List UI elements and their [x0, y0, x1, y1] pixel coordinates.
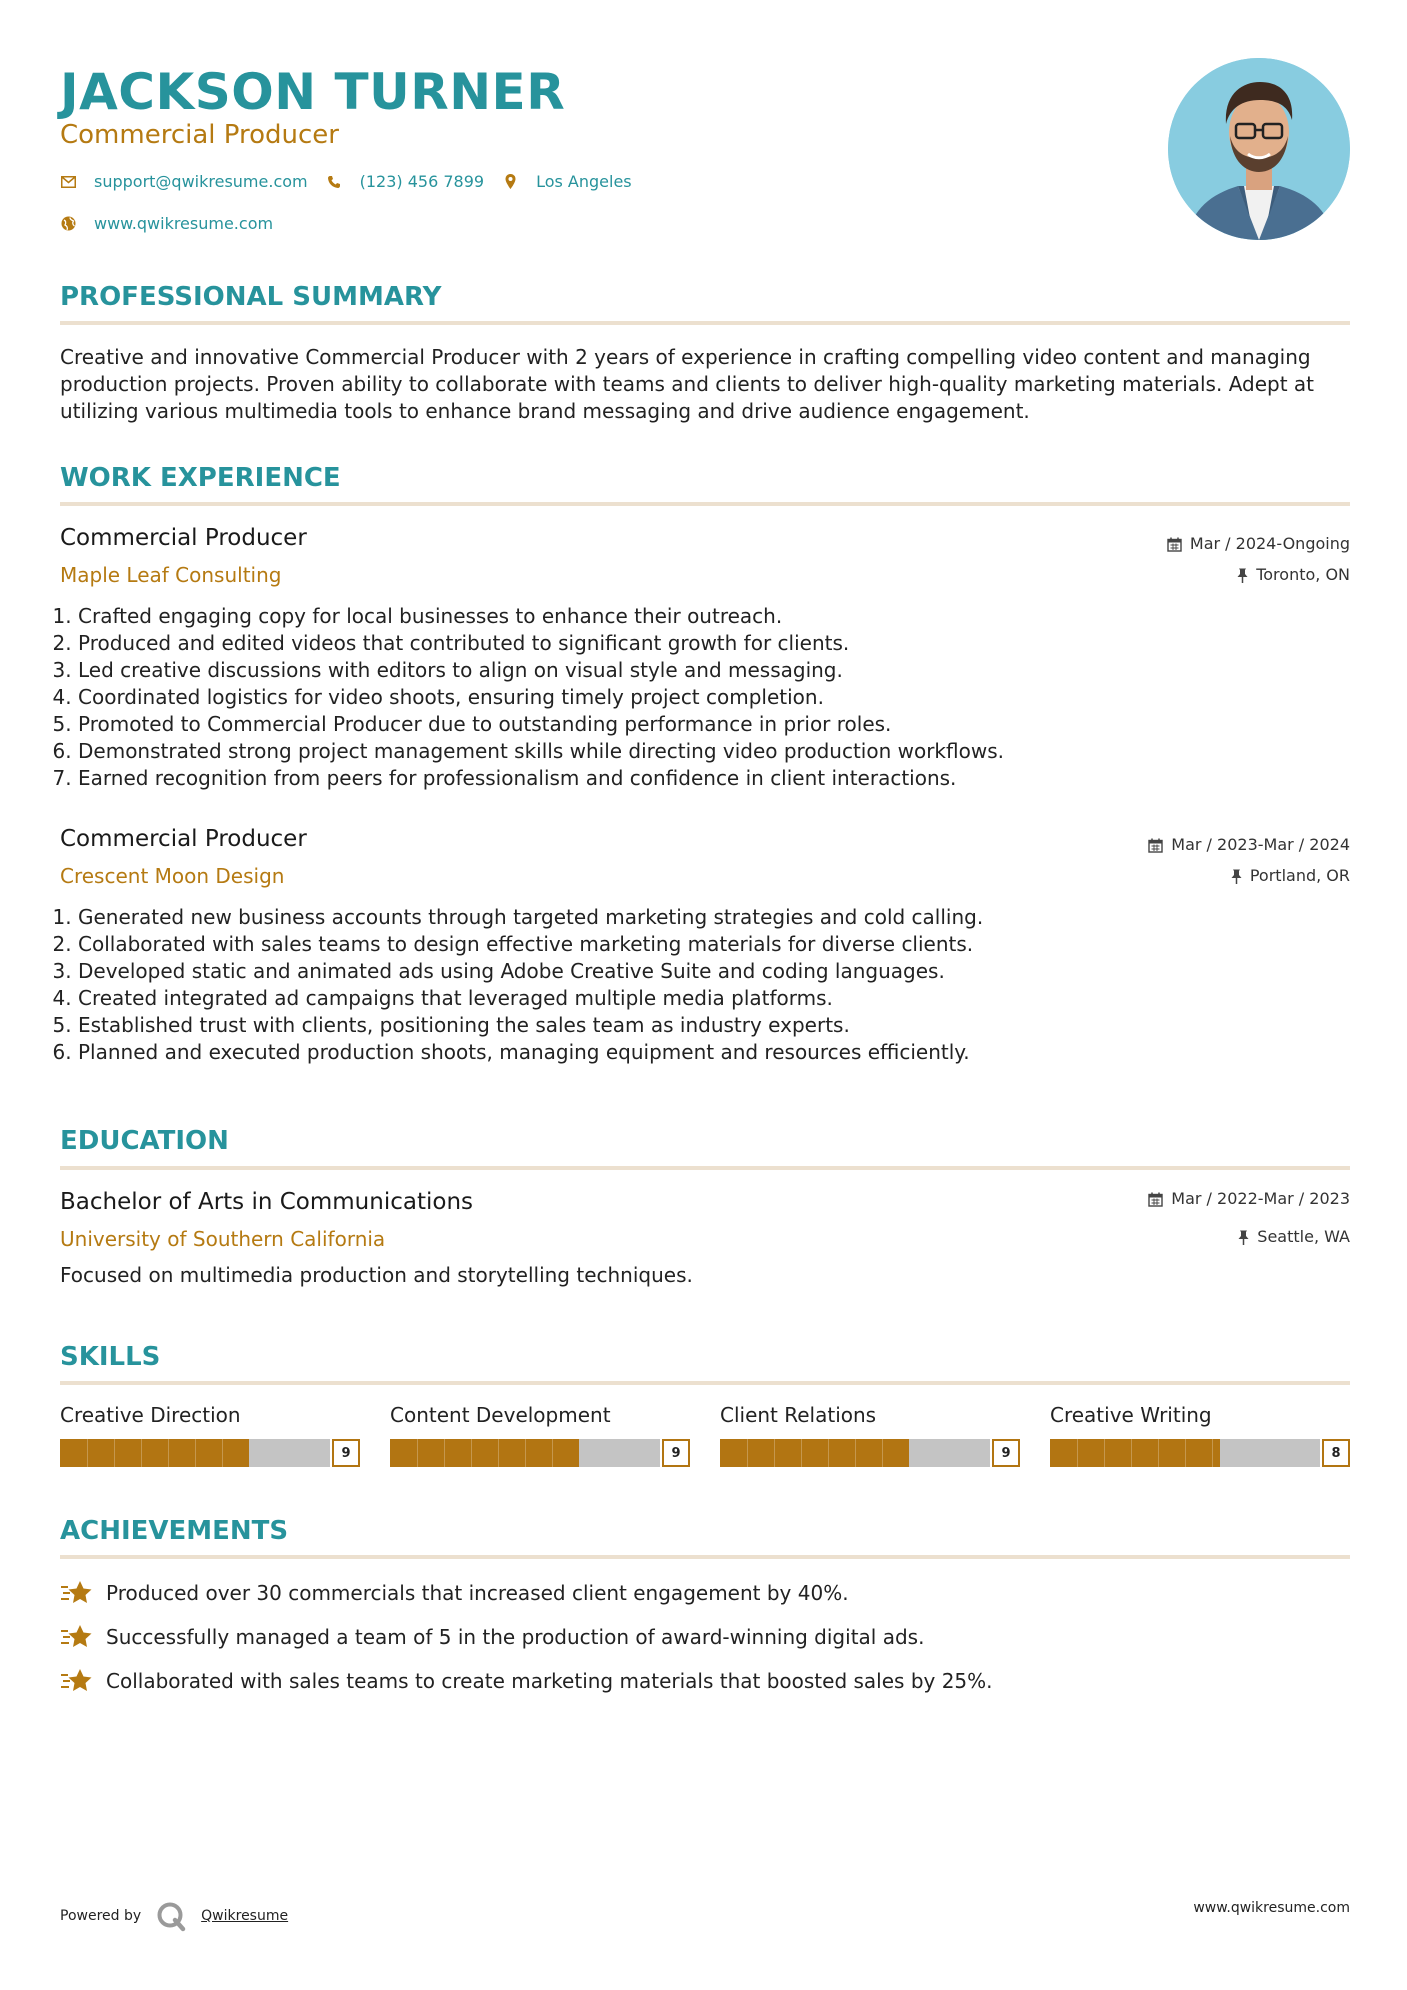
map-pin-icon [502, 174, 518, 190]
section-divider [60, 1381, 1350, 1385]
location-text: Los Angeles [536, 172, 632, 191]
calendar-icon [1167, 537, 1182, 552]
list-item: 6. Planned and executed production shoots, managing equipment and resources efficiently. [78, 1039, 1348, 1066]
job-bullet-list [60, 603, 1348, 792]
skill-name: Content Development [390, 1403, 611, 1427]
job-dates-text: Mar / 2023-Mar / 2024 [1171, 835, 1350, 854]
skill-score: 9 [992, 1439, 1020, 1467]
job-bullet-list [60, 904, 1348, 1066]
job-title: Commercial Producer [60, 525, 307, 551]
footer-site[interactable]: www.qwikresume.com [1193, 1900, 1350, 1916]
skill-bar-track [1050, 1439, 1320, 1467]
school-name: University of Southern California [60, 1227, 386, 1251]
shooting-star-icon [60, 1578, 94, 1608]
skill-bar-track [390, 1439, 660, 1467]
email-link[interactable]: support@qwikresume.com [94, 172, 308, 191]
skill-bar-segment [1077, 1439, 1078, 1467]
section-title-summary: PROFESSIONAL SUMMARY [60, 282, 442, 312]
list-item: 1. Generated new business accounts through targeted marketing strategies and cold calling. [78, 904, 1348, 931]
skill-bar-segment [222, 1439, 223, 1467]
education-description: Focused on multimedia production and storytelling techniques. [60, 1263, 693, 1287]
section-title-experience: WORK EXPERIENCE [60, 463, 341, 493]
candidate-title: Commercial Producer [60, 120, 339, 150]
education-dates-text: Mar / 2022-Mar / 2023 [1171, 1189, 1350, 1208]
skill-item [1050, 1401, 1350, 1461]
skill-item [60, 1401, 360, 1461]
skill-score: 9 [332, 1439, 360, 1467]
skill-bar [720, 1439, 1020, 1467]
skill-bar-segment [114, 1439, 115, 1467]
skill-score: 9 [662, 1439, 690, 1467]
skill-bar-fill [390, 1439, 579, 1467]
section-divider [60, 1166, 1350, 1170]
skill-bar-segment [801, 1439, 802, 1467]
skill-bar [390, 1439, 690, 1467]
skill-bar-track [720, 1439, 990, 1467]
education-location [1238, 1226, 1350, 1248]
skill-bar-segment [195, 1439, 196, 1467]
pushpin-icon [1237, 568, 1248, 583]
skill-bar-fill [60, 1439, 249, 1467]
shooting-star-icon [60, 1622, 94, 1652]
pushpin-icon [1231, 869, 1242, 884]
achievement-text: Produced over 30 commercials that increased client engagement by 40%. [106, 1581, 849, 1605]
skill-bar-segment [444, 1439, 445, 1467]
section-divider [60, 1555, 1350, 1559]
job-company: Maple Leaf Consulting [60, 563, 282, 587]
achievement-item [60, 1578, 849, 1608]
footer-left [60, 1900, 288, 1932]
calendar-icon [1148, 838, 1163, 853]
job-location [1237, 564, 1350, 586]
skill-name: Creative Direction [60, 1403, 241, 1427]
section-title-education: EDUCATION [60, 1126, 229, 1156]
achievement-item [60, 1622, 924, 1652]
phone-icon [326, 174, 342, 190]
shooting-star-icon [60, 1666, 94, 1696]
section-divider [60, 502, 1350, 506]
list-item: 6. Demonstrated strong project management skills while directing video production workflows. [78, 738, 1348, 765]
achievement-text: Collaborated with sales teams to create marketing materials that boosted sales by 25%. [106, 1669, 993, 1693]
skill-bar-segment [1158, 1439, 1159, 1467]
profile-photo [1168, 58, 1350, 240]
summary-text: Creative and innovative Commercial Producer with 2 years of experience in crafting compelling video content and managing production projects. Proven ability to collaborate with teams and clients to deliver high-quality marketing materials. Adept at utilizing various multimedia tools to enhance brand messaging and drive audience engagement. [60, 345, 1315, 423]
envelope-icon [60, 174, 76, 190]
job-title: Commercial Producer [60, 826, 307, 852]
skill-score: 8 [1322, 1439, 1350, 1467]
list-item: 3. Led creative discussions with editors to align on visual style and messaging. [78, 657, 1348, 684]
skill-bar-segment [471, 1439, 472, 1467]
list-item: 1. Crafted engaging copy for local businesses to enhance their outreach. [78, 603, 1348, 630]
list-item: 3. Developed static and animated ads using Adobe Creative Suite and coding languages. [78, 958, 1348, 985]
job-dates [1148, 834, 1350, 856]
resume-page [60, 0, 1350, 1990]
list-item: 7. Earned recognition from peers for professionalism and confidence in client interactions. [78, 765, 1348, 792]
skill-bar-segment [498, 1439, 499, 1467]
skill-bar-segment [828, 1439, 829, 1467]
list-item: 4. Coordinated logistics for video shoots, ensuring timely project completion. [78, 684, 1348, 711]
powered-by-label: Powered by [60, 1908, 142, 1924]
phone-number[interactable]: (123) 456 7899 [359, 172, 485, 191]
contact-row-2 [60, 214, 291, 233]
skill-bar-segment [747, 1439, 748, 1467]
section-divider [60, 321, 1350, 325]
skill-bar-segment [882, 1439, 883, 1467]
skill-bar-segment [1212, 1439, 1213, 1467]
skill-item [390, 1401, 690, 1461]
degree-title: Bachelor of Arts in Communications [60, 1189, 474, 1215]
list-item: 2. Produced and edited videos that contributed to significant growth for clients. [78, 630, 1348, 657]
skill-name: Creative Writing [1050, 1403, 1212, 1427]
globe-icon [60, 216, 76, 232]
website-link[interactable]: www.qwikresume.com [94, 214, 274, 233]
job-dates-text: Mar / 2024-Ongoing [1189, 534, 1350, 553]
pushpin-icon [1238, 1230, 1249, 1245]
skill-bar [1050, 1439, 1350, 1467]
job-dates [1167, 533, 1350, 555]
job-company: Crescent Moon Design [60, 864, 285, 888]
skill-bar-fill [720, 1439, 909, 1467]
section-title-skills: SKILLS [60, 1342, 161, 1372]
skill-bar [60, 1439, 360, 1467]
list-item: 2. Collaborated with sales teams to design effective marketing materials for diverse clients. [78, 931, 1348, 958]
skill-bar-segment [87, 1439, 88, 1467]
calendar-icon [1148, 1192, 1163, 1207]
education-dates [1148, 1188, 1350, 1210]
job-location-text: Toronto, ON [1256, 565, 1350, 584]
skill-name: Client Relations [720, 1403, 877, 1427]
section-title-achievements: ACHIEVEMENTS [60, 1516, 289, 1546]
contact-row-1 [60, 172, 650, 191]
job-location-text: Portland, OR [1249, 866, 1350, 885]
skill-bar-segment [552, 1439, 553, 1467]
skill-bar-segment [1104, 1439, 1105, 1467]
achievement-item [60, 1666, 993, 1696]
list-item: 4. Created integrated ad campaigns that leveraged multiple media platforms. [78, 985, 1348, 1012]
qwikresume-logo-icon [155, 1900, 187, 1932]
skill-bar-segment [525, 1439, 526, 1467]
skill-bar-segment [1131, 1439, 1132, 1467]
job-location [1231, 865, 1350, 887]
education-location-text: Seattle, WA [1257, 1227, 1350, 1246]
skill-bar-segment [141, 1439, 142, 1467]
skill-bar-fill [1050, 1439, 1220, 1467]
skill-bar-segment [774, 1439, 775, 1467]
candidate-name: JACKSON TURNER [60, 63, 566, 121]
qwikresume-link[interactable]: Qwikresume [201, 1908, 289, 1924]
list-item: 5. Promoted to Commercial Producer due to outstanding performance in prior roles. [78, 711, 1348, 738]
skill-item [720, 1401, 1020, 1461]
skill-bar-segment [855, 1439, 856, 1467]
skill-bar-segment [1185, 1439, 1186, 1467]
list-item: 5. Established trust with clients, positioning the sales team as industry experts. [78, 1012, 1348, 1039]
skill-bar-track [60, 1439, 330, 1467]
achievement-text: Successfully managed a team of 5 in the production of award-winning digital ads. [106, 1625, 925, 1649]
skill-bar-segment [417, 1439, 418, 1467]
skill-bar-segment [168, 1439, 169, 1467]
